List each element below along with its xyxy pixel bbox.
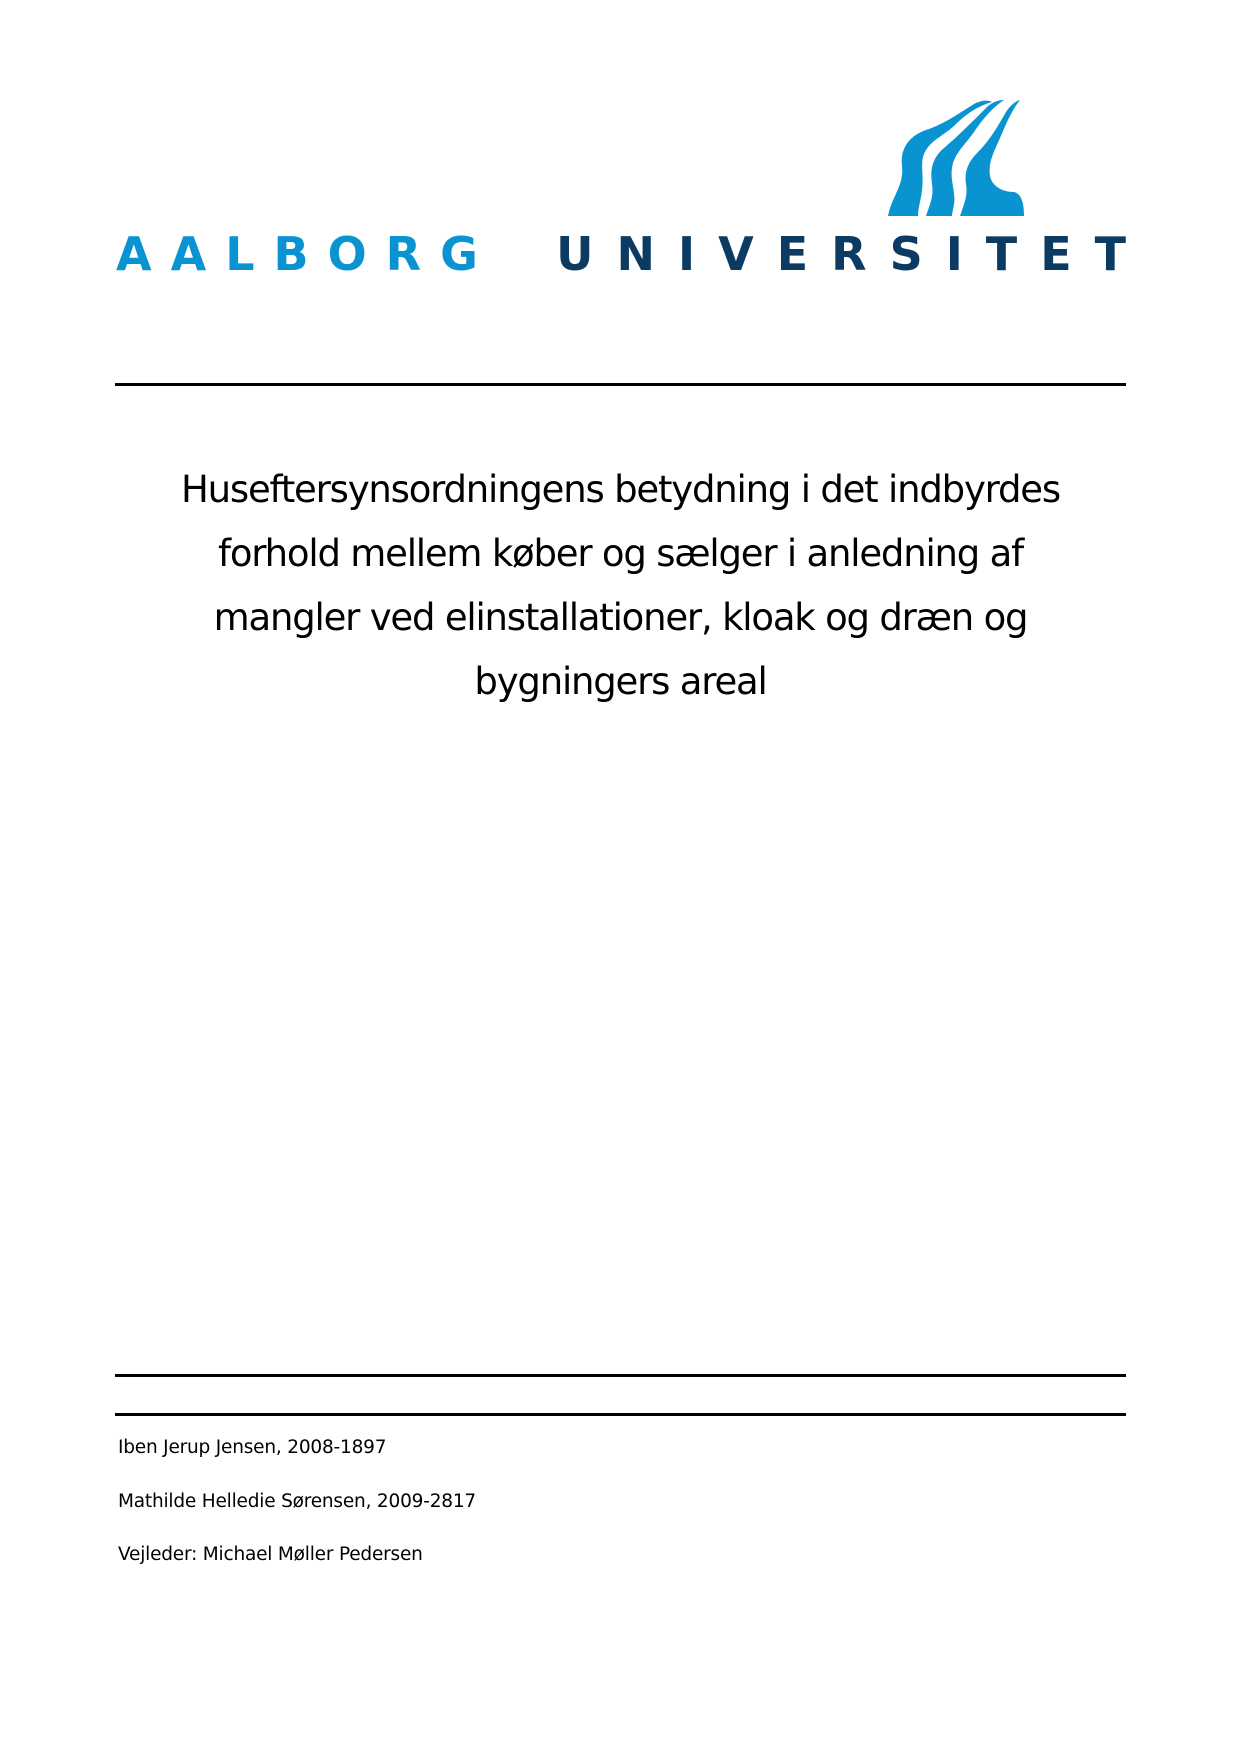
thesis-title: [115, 458, 1126, 714]
wordmark-aalborg: AALBORG: [116, 227, 497, 281]
bottom-divider-lower: [115, 1413, 1126, 1416]
title-line: Huseftersynsordningens betydning i det indbyrdes: [181, 468, 1060, 511]
top-divider: [115, 383, 1126, 386]
wordmark-universitet: UNIVERSITET: [556, 227, 1149, 281]
bottom-divider-upper: [115, 1374, 1126, 1377]
title-line: bygningers areal: [474, 660, 767, 703]
university-wordmark: [116, 227, 1149, 281]
author-name: Mathilde Helledie Sørensen, 2009-2817: [118, 1491, 476, 1512]
author-name: Iben Jerup Jensen, 2008-1897: [118, 1437, 387, 1458]
title-line: forhold mellem køber og sælger i anledning af: [218, 532, 1023, 575]
title-line: mangler ved elinstallationer, kloak og dræn og: [213, 596, 1028, 639]
supervisor-name: Vejleder: Michael Møller Pedersen: [118, 1544, 423, 1565]
aau-waves-logo-icon: [882, 100, 1024, 216]
